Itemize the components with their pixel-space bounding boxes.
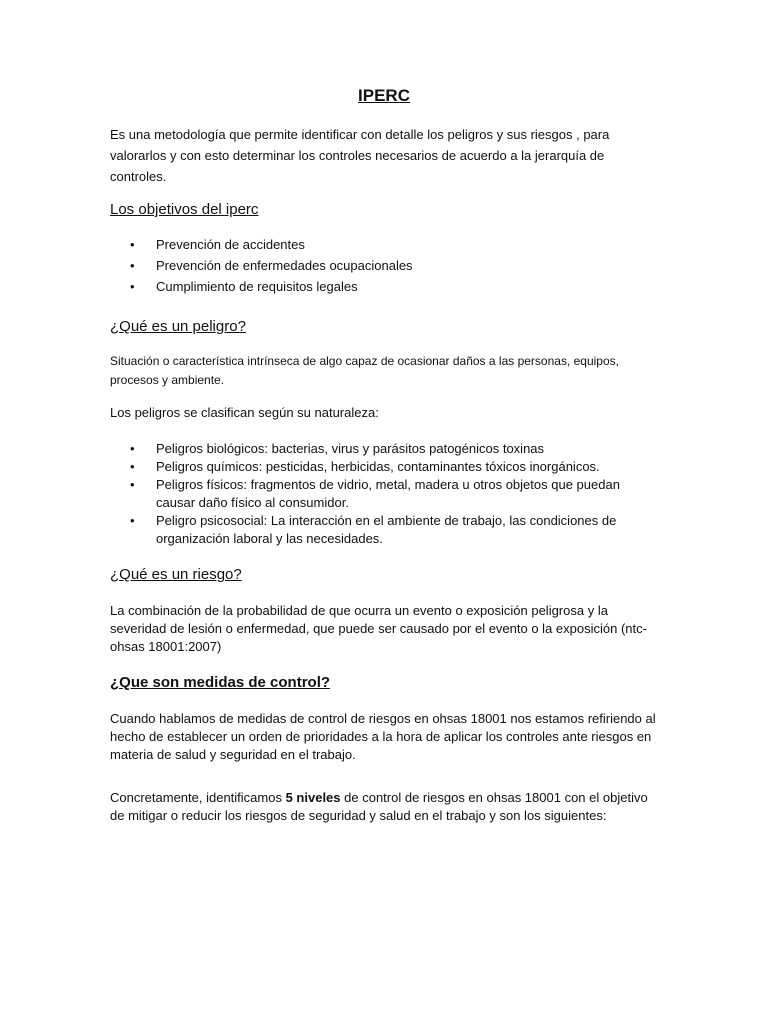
bullet-icon: •: [130, 237, 135, 252]
bullet-icon: •: [130, 258, 135, 273]
bullet-icon: •: [130, 279, 135, 294]
list-item: • Peligros físicos: fragmentos de vidrio, metal, madera u otros objetos que puedan causar daño físico al consumidor.: [130, 477, 620, 510]
list-item: • Prevención de enfermedades ocupacionales: [130, 255, 660, 276]
page-title: IPERC: [358, 86, 410, 105]
hazard-types-list: [130, 440, 660, 548]
list-item: • Peligros químicos: pesticidas, herbicidas, contaminantes tóxicos inorgánicos.: [130, 459, 600, 474]
risk-heading: ¿Qué es un riesgo?: [110, 566, 242, 583]
bullet-icon: •: [130, 459, 135, 474]
control-paragraph-2: Concretamente, identificamos 5 niveles de control de riesgos en ohsas 18001 con el objetivo de mitigar o reducir los riesgos de seguridad y salud en el trabajo y son los siguientes:: [110, 790, 648, 823]
bullet-icon: •: [130, 477, 135, 492]
hazard-heading: ¿Qué es un peligro?: [110, 318, 246, 335]
control-paragraph-1: Cuando hablamos de medidas de control de riesgos en ohsas 18001 nos estamos refiriendo al hecho de establecer un orden de prioridades a la hora de aplicar los controles ante riesgos en materia de salud y seguridad en el trabajo.: [110, 711, 656, 762]
hazard-classification-intro: Los peligros se clasifican según su naturaleza:: [110, 405, 379, 420]
objectives-list: [130, 234, 660, 297]
list-item: • Peligro psicosocial: La interacción en el ambiente de trabajo, las condiciones de organización laboral y las necesidades.: [130, 513, 617, 546]
bullet-icon: •: [130, 441, 135, 456]
hazard-definition: Situación o característica intrínseca de algo capaz de ocasionar daños a las personas, equipos, procesos y ambiente.: [110, 354, 619, 387]
levels-highlight: 5 niveles: [285, 790, 341, 805]
risk-definition: La combinación de la probabilidad de que ocurra un evento o exposición peligrosa y la severidad de lesión o enfermedad, que puede ser causado por el evento o la exposición (ntc-ohsas 18001:2007): [110, 603, 647, 654]
intro-paragraph: Es una metodología que permite identificar con detalle los peligros y sus riesgos , para valorarlos y con esto determinar los controles necesarios de acuerdo a la jerarquía de controles.: [110, 127, 610, 184]
list-item: • Peligros biológicos: bacterias, virus y parásitos patogénicos toxinas: [130, 441, 545, 456]
list-item: • Cumplimiento de requisitos legales: [130, 276, 660, 297]
bullet-icon: •: [130, 513, 135, 528]
objectives-heading: Los objetivos del iperc: [110, 201, 259, 218]
control-heading: ¿Que son medidas de control?: [110, 674, 331, 691]
list-item: • Prevención de accidentes: [130, 234, 660, 255]
